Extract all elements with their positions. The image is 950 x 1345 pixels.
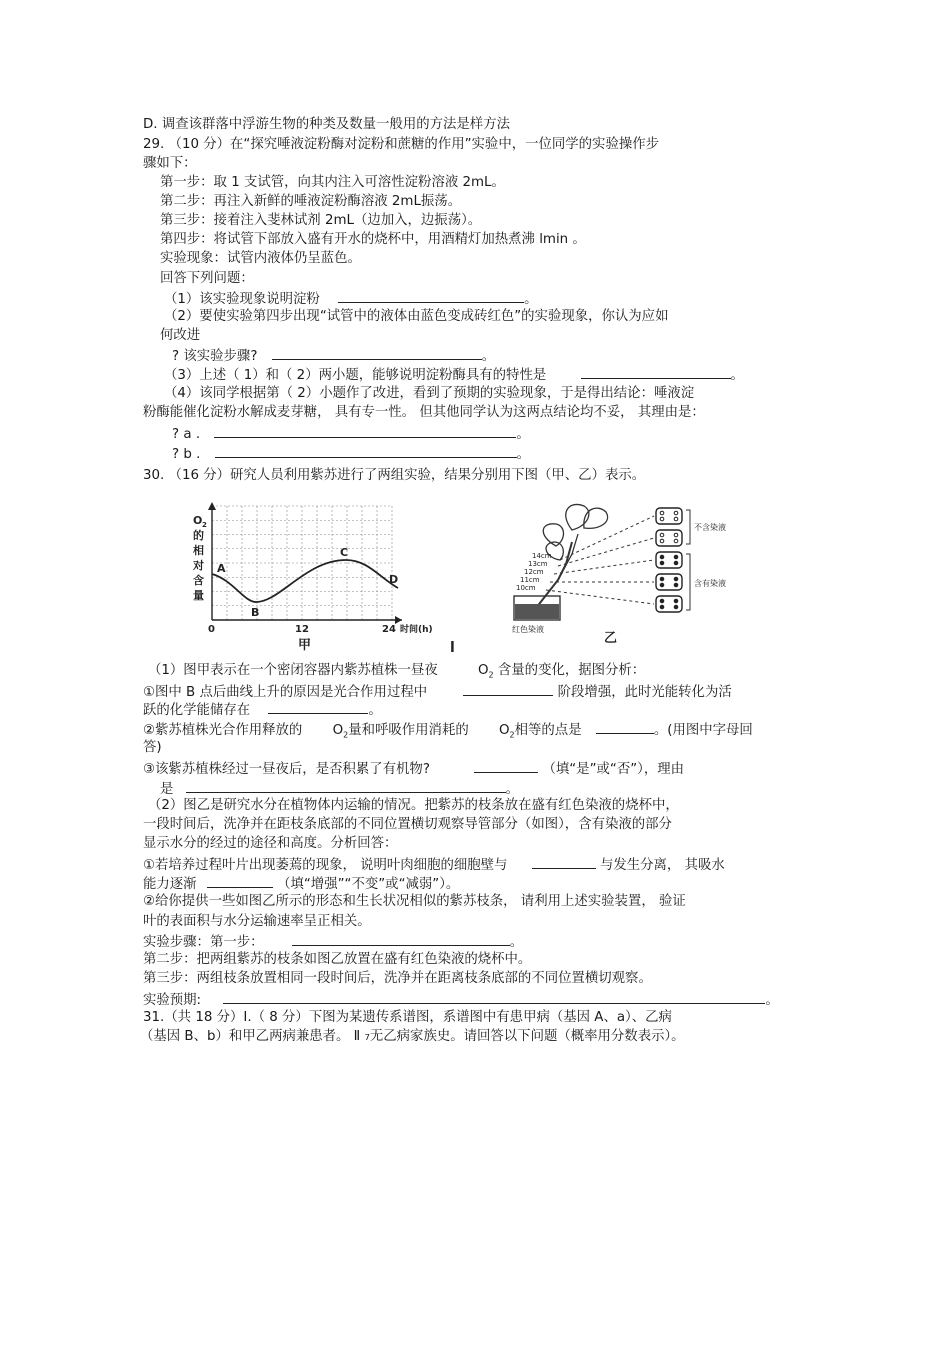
q30-1-1-cont bbox=[143, 700, 382, 720]
period: 。 bbox=[368, 703, 382, 718]
q30-1-1-text: ①图中 B 点后曲线上升的原因是光合作用过程中 bbox=[143, 685, 428, 700]
q30-1-1-text-c: 跃的化学能储存在 bbox=[143, 703, 251, 718]
period: 。 bbox=[516, 427, 530, 442]
q30-1-text: （1）图甲表示在一个密闭容器内紫苏植株一昼夜 bbox=[148, 663, 438, 678]
figure-jia-o2-curve bbox=[188, 494, 458, 654]
q30-1-2-cont: 答) bbox=[143, 740, 162, 755]
q30-1-text-b: 含量的变化，据图分析： bbox=[497, 663, 646, 678]
exp-step-2: 第二步：把两组紫苏的枝条如图乙放置在盛有红色染液的烧杯中。 bbox=[143, 952, 532, 967]
answer-blank[interactable] bbox=[532, 855, 596, 869]
grid bbox=[212, 506, 392, 620]
point-c-label: C bbox=[340, 546, 349, 559]
vessel-mark bbox=[674, 517, 678, 521]
step-4: 第四步：将试管下部放入盛有开水的烧杯中，用酒精灯加热煮沸 lmin 。 bbox=[160, 232, 586, 247]
period: 。 bbox=[505, 782, 520, 797]
ylabel-sub: 2 bbox=[202, 521, 207, 529]
o2-symbol bbox=[478, 663, 494, 678]
q30-2-1-text-c: 能力逐渐 bbox=[143, 877, 197, 892]
step-3: 第三步：接着注入斐林试剂 2mL（边加入，边振荡）。 bbox=[160, 213, 482, 228]
y-axis-arrow bbox=[208, 502, 216, 510]
q29-2-cont: 何改进 bbox=[160, 328, 201, 343]
vessel-mark bbox=[660, 517, 664, 521]
vessel-mark bbox=[674, 599, 678, 603]
q30-2-1-cont bbox=[143, 874, 459, 894]
height-label: 14cm bbox=[532, 552, 552, 560]
answer-blank[interactable] bbox=[268, 700, 368, 714]
q30-1-3-cont bbox=[160, 779, 519, 799]
q30-heading: 30. （16 分）研究人员利用紫苏进行了两组实验，结果分别用下图（甲、乙）表示。 bbox=[143, 468, 646, 483]
exp-step-1 bbox=[143, 932, 523, 952]
period: 。 bbox=[765, 993, 779, 1008]
cross-section bbox=[656, 574, 682, 590]
q30-2-2-cont: 叶的表面积与水分运输速率呈正相关。 bbox=[143, 914, 371, 929]
period: 。 bbox=[509, 935, 524, 950]
answer-blank[interactable] bbox=[223, 990, 765, 1004]
q30-1-2 bbox=[143, 720, 753, 745]
figure-caption-jia: 甲 bbox=[298, 638, 312, 653]
x-tick-12: 12 bbox=[295, 624, 309, 635]
q30-1-1-text-b: 阶段增强，此时光能转化为活 bbox=[557, 685, 732, 700]
q29-4-cont: 粉酶能催化淀粉水解成麦芽糖， 具有专一性。 但其他同学认为这两点结论均不妥， 其理由是： bbox=[143, 405, 705, 420]
q30-1-2-text-c: 相等的点是 bbox=[514, 723, 582, 738]
option-d: D. 调查该群落中浮游生物的种类及数量一般用的方法是样方法 bbox=[143, 117, 510, 132]
q30-1-2-text-b: 量和呼吸作用消耗的 bbox=[348, 723, 469, 738]
o2-sub: 2 bbox=[509, 730, 515, 740]
answer-blank[interactable] bbox=[581, 365, 731, 379]
q30-1-1 bbox=[143, 682, 732, 702]
point-b-label: B bbox=[251, 606, 260, 619]
o2-text: O bbox=[332, 723, 344, 738]
x-axis-label: 时间(h) bbox=[400, 625, 433, 635]
q30-2-2: ②给你提供一些如图乙所示的形态和生长状况相似的紫苏枝条， 请利用上述实验装置， 验证 bbox=[143, 894, 686, 909]
o2-text: O bbox=[499, 723, 510, 738]
vessel-mark bbox=[660, 511, 664, 515]
exp-step-3: 第三步：两组枝条放置相同一段时间后，洗净并在距离枝条底部的不同位置横切观察。 bbox=[143, 971, 652, 986]
x-axis-arrow bbox=[395, 616, 402, 624]
q30-2-1 bbox=[143, 855, 725, 875]
q30-1-2-text: ②紫苏植株光合作用释放的 bbox=[143, 723, 303, 738]
o2-sub: 2 bbox=[488, 670, 494, 680]
vessel-mark bbox=[660, 583, 664, 587]
red-dye-liquid bbox=[515, 604, 559, 619]
q30-1-3-text-c: 是 bbox=[160, 782, 174, 797]
vessel-mark bbox=[674, 583, 678, 587]
vessel-mark bbox=[660, 577, 664, 581]
height-label: 13cm bbox=[528, 560, 548, 568]
vessel-mark bbox=[674, 577, 678, 581]
period: 。 bbox=[516, 447, 531, 462]
beaker-label: 红色染液 bbox=[512, 625, 544, 634]
q30-2: （2）图乙是研究水分在植物体内运输的情况。把紫苏的枝条放在盛有红色染液的烧杯中， bbox=[148, 798, 679, 813]
vessel-mark bbox=[674, 539, 678, 543]
corner-mark: l bbox=[450, 640, 455, 654]
y-axis-label bbox=[192, 514, 207, 602]
leaves bbox=[543, 504, 607, 580]
ylabel-char: 量 bbox=[193, 589, 204, 602]
ylabel-char: 相 bbox=[193, 544, 204, 557]
cross-section bbox=[656, 508, 682, 524]
answer-blank[interactable] bbox=[292, 932, 510, 946]
figure-caption-yi: 乙 bbox=[604, 631, 618, 646]
point-d-label: D bbox=[389, 573, 399, 586]
q30-1-3-text-b: （填“是”或“否”），理由 bbox=[542, 762, 685, 777]
q30-2-cont: 一段时间后，洗净并在距枝条底部的不同位置横切观察导管部分（如图），含有染液的部分 bbox=[143, 817, 672, 832]
q29-heading: 29. （10 分）在“探究唾液淀粉酶对淀粉和蔗糖的作用”实验中，一位同学的实验操作步 bbox=[143, 137, 660, 152]
o2-text: O bbox=[478, 663, 489, 678]
vessel-mark bbox=[674, 605, 678, 609]
q29-4-a bbox=[172, 424, 530, 444]
height-labels bbox=[516, 552, 552, 592]
brackets bbox=[686, 510, 690, 610]
answer-prompt: 回答下列问题： bbox=[160, 271, 254, 286]
q29-heading-cont: 骤如下： bbox=[143, 156, 197, 171]
answer-blank[interactable] bbox=[272, 346, 482, 360]
answer-blank[interactable] bbox=[215, 444, 517, 458]
step-2: 第二步：再注入新鲜的唾液淀粉酶溶液 2mL振荡。 bbox=[160, 194, 462, 209]
exp-expect bbox=[143, 990, 779, 1010]
answer-blank[interactable] bbox=[474, 759, 538, 773]
label-no-dye: 不含染液 bbox=[694, 523, 726, 532]
o2-curve bbox=[212, 560, 398, 602]
cross-section bbox=[656, 552, 682, 568]
period: 。 bbox=[730, 368, 744, 383]
cross-sections bbox=[656, 508, 682, 612]
o2-sub: 2 bbox=[343, 730, 349, 740]
q29-4: （4）该同学根据第（ 2）小题作了改进，看到了预期的实验现象，于是得出结论：唾液淀 bbox=[164, 386, 695, 401]
q29-4-a-mark: ? a . bbox=[172, 427, 201, 442]
q29-1 bbox=[164, 289, 537, 309]
vessel-mark bbox=[660, 533, 664, 537]
q30-2-cont2: 显示水分的经过的途径和高度。分析回答： bbox=[143, 836, 398, 851]
phenomenon: 实验现象：试管内液体仍呈蓝色。 bbox=[160, 251, 361, 266]
step-1: 第一步：取 1 支试管，向其内注入可溶性淀粉溶液 2mL。 bbox=[160, 175, 505, 190]
q30-1-3-text: ③该紫苏植株经过一昼夜后，是否积累了有机物? bbox=[143, 762, 430, 777]
vessel-mark bbox=[674, 533, 678, 537]
vessel-mark bbox=[660, 539, 664, 543]
answer-blank[interactable] bbox=[214, 424, 516, 438]
q30-2-1-text-b: 与发生分离， 其吸水 bbox=[599, 858, 725, 873]
q29-2: （2）要使实验第四步出现“试管中的液体由蓝色变成砖红色”的实验现象，你认为应如 bbox=[164, 309, 669, 324]
ylabel-char: 含 bbox=[193, 574, 204, 587]
answer-blank[interactable] bbox=[207, 874, 273, 888]
q30-2-1-text: ①若培养过程叶片出现萎蔫的现象， 说明叶肉细胞的细胞壁与 bbox=[143, 858, 508, 873]
height-label: 12cm bbox=[524, 568, 544, 576]
q30-1-3 bbox=[143, 759, 684, 779]
vessel-mark bbox=[660, 561, 664, 565]
ylabel-char: 对 bbox=[193, 559, 204, 572]
q29-1-text: （1）该实验现象说明淀粉 bbox=[164, 292, 320, 307]
vessel-mark bbox=[674, 511, 678, 515]
height-label: 10cm bbox=[516, 584, 536, 592]
vessel-mark bbox=[660, 599, 664, 603]
q29-3 bbox=[164, 365, 744, 385]
q29-4-b bbox=[172, 444, 530, 464]
vessel-mark bbox=[674, 555, 678, 559]
answer-blank[interactable] bbox=[596, 720, 654, 734]
x-tick-24: 24 bbox=[382, 624, 396, 635]
answer-blank[interactable] bbox=[463, 682, 553, 696]
height-label: 11cm bbox=[520, 576, 540, 584]
o2-symbol bbox=[499, 723, 515, 738]
q29-2-steps-text: ? 该实验步骤? bbox=[172, 349, 258, 364]
answer-blank[interactable] bbox=[186, 779, 506, 793]
q30-2-1-text-d: （填“增强”“不变”或“减弱”）。 bbox=[277, 877, 460, 892]
q31-heading-cont: （基因 B、b）和甲乙两病兼患者。 Ⅱ ₇无乙病家族史。请回答以下问题（概率用分数表示）。 bbox=[140, 1029, 685, 1044]
period: 。 bbox=[524, 292, 538, 307]
vessel-mark bbox=[674, 561, 678, 565]
q29-4-b-mark: ? b . bbox=[172, 447, 201, 462]
q30-1-2-text-d: 。(用图中字母回 bbox=[653, 723, 753, 738]
vessel-mark bbox=[660, 605, 664, 609]
cross-section bbox=[656, 530, 682, 546]
o2-symbol bbox=[333, 723, 349, 738]
period: 。 bbox=[481, 349, 496, 364]
exp-expect-text: 实验预期: bbox=[143, 993, 202, 1008]
ylabel-char: 的 bbox=[193, 529, 204, 542]
answer-blank[interactable] bbox=[338, 289, 524, 303]
vessel-mark bbox=[660, 555, 664, 559]
x-tick-0: 0 bbox=[208, 624, 215, 635]
ylabel-char: O bbox=[193, 514, 203, 527]
q29-2-steps bbox=[172, 346, 495, 366]
cross-section bbox=[656, 596, 682, 612]
exp-step-1-text: 实验步骤：第一步： bbox=[143, 935, 264, 950]
label-with-dye: 含有染液 bbox=[694, 579, 726, 588]
figure-yi-stem-apparatus bbox=[500, 494, 790, 654]
point-a-label: A bbox=[217, 562, 226, 575]
q29-3-text: （3）上述（ 1）和（ 2）两小题，能够说明淀粉酶具有的特性是 bbox=[164, 368, 547, 383]
q31-heading: 31.（共 18 分）Ⅰ.（ 8 分）下图为某遗传系谱图，系谱图中有患甲病（基因 A、a）、乙病 bbox=[143, 1010, 672, 1025]
